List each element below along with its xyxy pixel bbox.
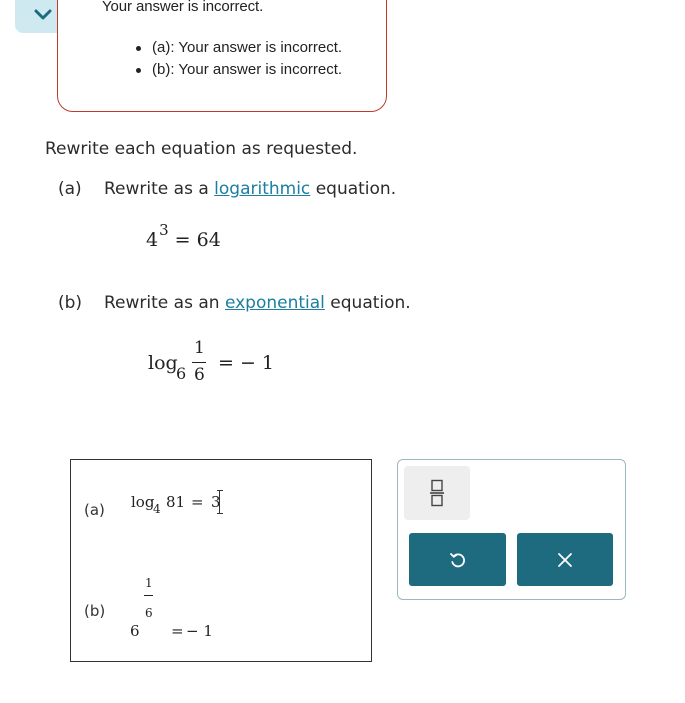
fraction-template-button[interactable] [404,466,470,520]
equation-b-denominator: 6 [194,365,205,385]
answer-b-base: 6 [130,622,140,640]
question-instructions: Rewrite each equation as requested. [45,139,358,159]
question-part-a [58,179,396,199]
answer-b-input[interactable] [126,576,226,640]
undo-icon [449,551,467,569]
question-part-b [58,293,411,313]
exponential-link[interactable]: exponential [224,293,325,313]
equation-a [146,221,221,251]
feedback-title: Your answer is incorrect. [102,0,264,15]
answer-b-exp-numerator: 1 [145,576,153,590]
equation-a-base: 4 [146,229,159,251]
answer-b-exp-denominator: 6 [145,606,153,620]
answer-b-label: (b) [84,602,106,620]
answer-b-equals: = [171,622,184,640]
answer-b-exp-fraction-bar [144,595,153,596]
fraction-template-icon [429,479,445,507]
answer-a-label: (a) [84,501,105,519]
answer-a-subscript: 4 [153,502,161,516]
part-b-prefix: Rewrite as an [104,293,220,313]
answer-a-value: 3 [211,493,221,511]
part-a-suffix: equation. [315,179,397,199]
answer-a-argument: 81 [166,493,186,511]
chevron-down-icon [34,9,52,21]
clear-button[interactable] [517,533,613,586]
equation-a-exponent: 3 [159,221,169,239]
equation-b-fraction-bar [192,362,206,363]
equation-b-subscript: 6 [176,364,187,383]
part-b-letter: (b) [58,293,83,313]
close-icon [557,552,573,568]
text-cursor [219,490,226,514]
equation-b [148,338,278,394]
feedback-list [134,37,342,81]
answer-a-equals: = [191,493,204,511]
part-b-suffix: equation. [330,293,411,313]
equation-a-rhs: = 64 [174,229,221,251]
answer-a-input[interactable] [131,493,241,523]
feedback-item-b: (b): Your answer is incorrect. [134,59,342,81]
equation-b-rhs: = − 1 [218,352,275,374]
undo-button[interactable] [409,533,506,586]
part-a-letter: (a) [58,179,82,199]
answer-a-log: log [131,493,155,511]
feedback-item-a: (a): Your answer is incorrect. [134,37,342,59]
equation-b-log: log [148,352,178,374]
equation-b-numerator: 1 [194,338,205,358]
answer-b-rhs: − 1 [186,622,213,640]
part-a-prefix: Rewrite as a [104,179,209,199]
logarithmic-link[interactable]: logarithmic [214,179,311,199]
